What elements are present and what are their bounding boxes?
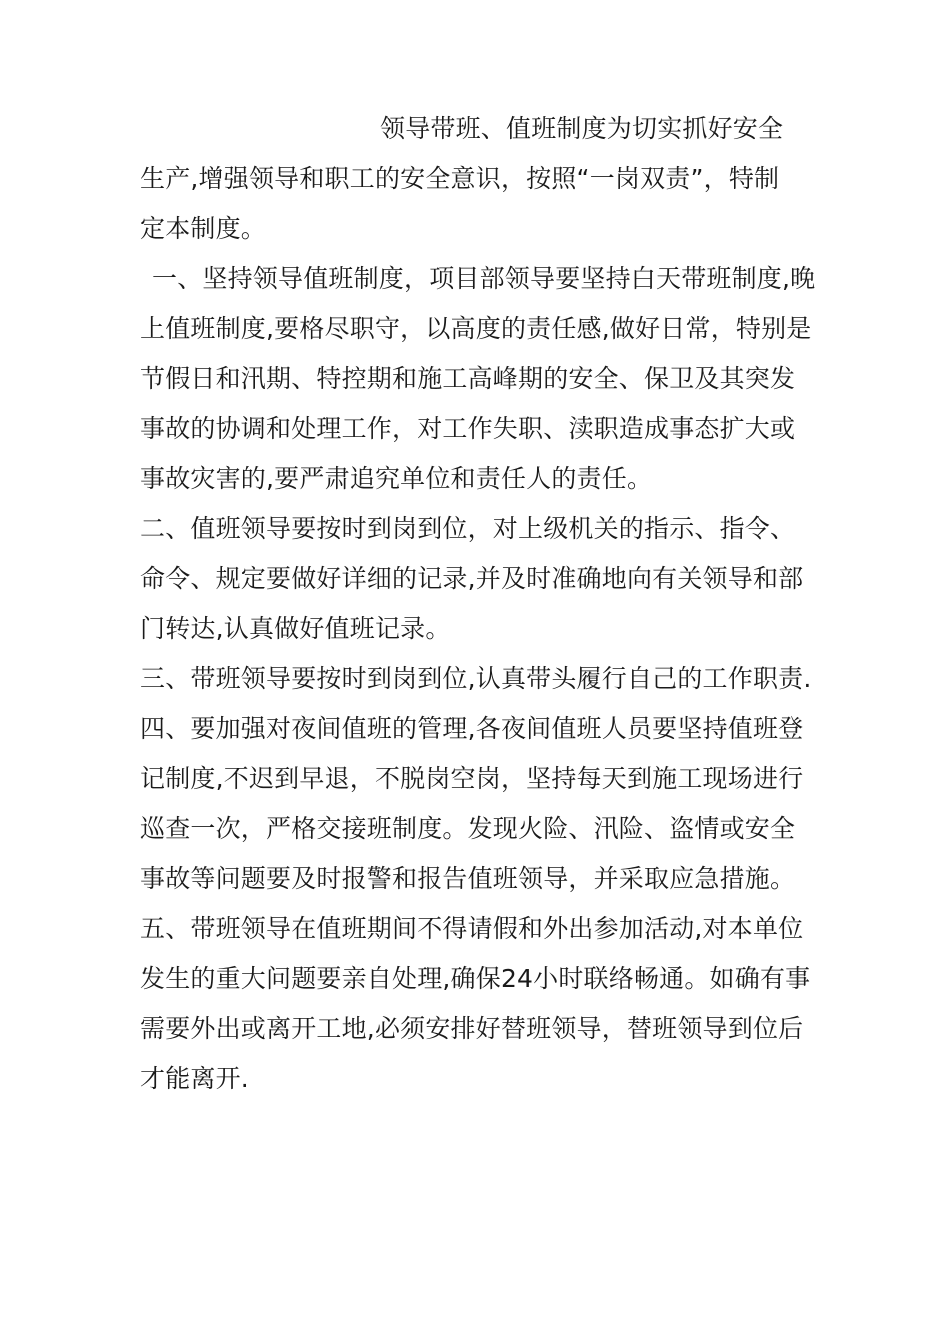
- text-line: 上值班制度,要格尽职守，以高度的责任感,做好日常，特别是: [140, 314, 812, 343]
- text-line: 记制度,不迟到早退，不脱岗空岗，坚持每天到施工现场进行: [140, 764, 804, 793]
- text-line: 命令、规定要做好详细的记录,并及时准确地向有关领导和部: [140, 564, 804, 593]
- text-line: 三、带班领导要按时到岗到位,认真带头履行自己的工作职责.: [140, 664, 812, 693]
- text-line: 定本制度。: [140, 214, 267, 243]
- text-line: 五、带班领导在值班期间不得请假和外出参加活动,对本单位: [140, 914, 804, 943]
- text-line: 二、值班领导要按时到岗到位，对上级机关的指示、指令、: [140, 514, 796, 543]
- text-line: 事故等问题要及时报警和报告值班领导，并采取应急措施。: [140, 864, 796, 893]
- text-line: 事故的协调和处理工作，对工作失职、渎职造成事态扩大或: [140, 414, 796, 443]
- text-line: 发生的重大问题要亲自处理,确保24小时联络畅通。如确有事: [140, 964, 811, 993]
- document-body: [140, 104, 830, 1104]
- text-line: 四、要加强对夜间值班的管理,各夜间值班人员要坚持值班登: [140, 714, 804, 743]
- text-line: 节假日和汛期、特控期和施工高峰期的安全、保卫及其突发: [140, 364, 796, 393]
- document-title-line: 领导带班、值班制度为切实抓好安全: [380, 114, 784, 143]
- text-line: 门转达,认真做好值班记录。: [140, 614, 451, 643]
- text-line: 巡查一次，严格交接班制度。发现火险、汛险、盗情或安全: [140, 814, 796, 843]
- text-line: 生产,增强领导和职工的安全意识，按照“一岗双责”，特制: [140, 164, 780, 193]
- text-line: 一、坚持领导值班制度，项目部领导要坚持白天带班制度,晚: [152, 264, 816, 293]
- text-line: 才能离开.: [140, 1064, 249, 1093]
- text-line: 事故灾害的,要严肃追究单位和责任人的责任。: [140, 464, 653, 493]
- text-line: 需要外出或离开工地,必须安排好替班领导，替班领导到位后: [140, 1014, 804, 1043]
